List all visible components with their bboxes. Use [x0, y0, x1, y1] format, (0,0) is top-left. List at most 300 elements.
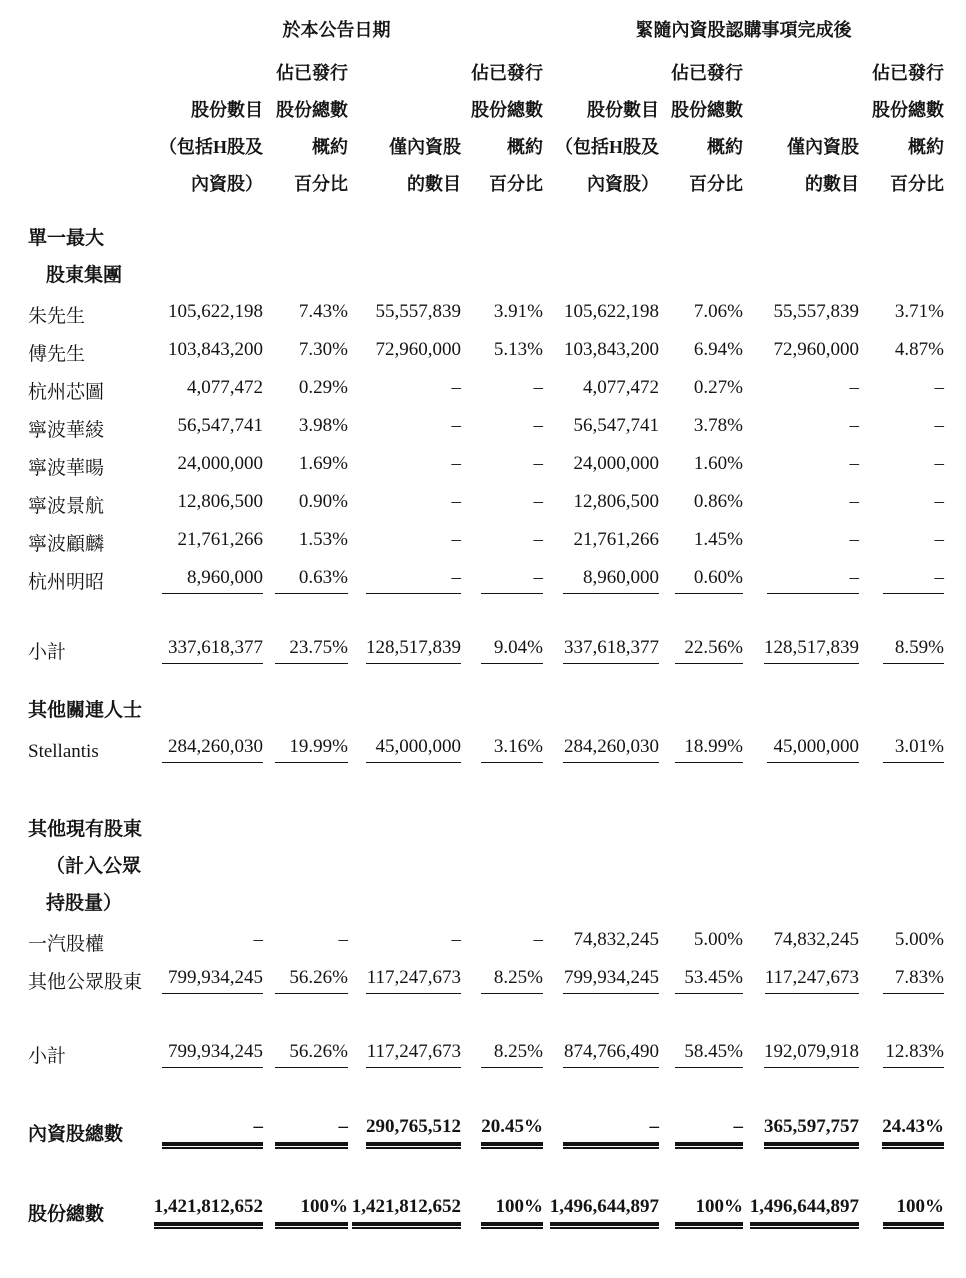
group-header-row	[0, 6, 944, 48]
value-cell	[859, 332, 944, 370]
cell-value: 6.94%	[693, 339, 743, 360]
cell-value: 8,960,000	[563, 566, 659, 594]
cell-value: 0.29%	[298, 377, 348, 398]
cell-value: –	[338, 929, 348, 950]
cell-value: 56,547,741	[573, 415, 659, 436]
value-cell	[263, 1150, 348, 1230]
cell-value: 8.25%	[481, 1040, 543, 1068]
value-cell	[263, 522, 348, 560]
group-header-as-of-announcement-date: 於本公告日期	[282, 20, 391, 40]
cell-value: 56.26%	[275, 966, 348, 994]
cell-value: 103,843,200	[564, 339, 659, 360]
total-value: 365,597,757	[764, 1115, 859, 1146]
total-value: –	[162, 1115, 263, 1146]
cell-value: –	[451, 415, 461, 436]
cell-value: –	[451, 529, 461, 550]
cell-value: 12,806,500	[573, 491, 659, 512]
cell-value: –	[533, 453, 543, 474]
column-header-cell: 概約	[707, 137, 743, 157]
value-cell	[348, 922, 461, 960]
cell-value: 24,000,000	[177, 453, 263, 474]
cell-value: –	[533, 929, 543, 950]
value-cell	[743, 960, 859, 998]
value-cell	[859, 560, 944, 598]
value-cell	[348, 332, 461, 370]
row-label: 其他公眾股東	[28, 972, 143, 993]
column-header-cell: 百分比	[890, 174, 944, 194]
cell-value: 105,622,198	[168, 301, 263, 322]
cell-value: –	[934, 529, 944, 550]
value-cell	[348, 598, 461, 668]
table-row	[0, 522, 944, 560]
value-cell	[461, 484, 543, 522]
column-header-cell: 股份數目	[587, 100, 659, 120]
cell-value: 0.60%	[675, 566, 743, 594]
value-cell	[461, 922, 543, 960]
column-header-cell: 僅內資股	[787, 137, 859, 157]
value-cell	[659, 729, 743, 767]
cell-value: 799,934,245	[162, 1040, 263, 1068]
total-value: 1,496,644,897	[750, 1195, 859, 1226]
cell-value: 3.98%	[298, 415, 348, 436]
table-row	[0, 729, 944, 767]
cell-value: 1.69%	[298, 453, 348, 474]
column-header-cell: 佔已發行	[872, 63, 944, 83]
section-header-row	[0, 196, 944, 294]
value-cell	[348, 522, 461, 560]
cell-value: 72,960,000	[375, 339, 461, 360]
table-body	[0, 196, 944, 1230]
value-cell	[659, 960, 743, 998]
value-cell	[348, 960, 461, 998]
value-cell	[263, 998, 348, 1072]
cell-value: –	[533, 491, 543, 512]
value-cell	[263, 922, 348, 960]
cell-value: 0.86%	[693, 491, 743, 512]
column-header-cell: 股份總數	[471, 100, 543, 120]
cell-value: 0.90%	[298, 491, 348, 512]
value-cell	[543, 1072, 659, 1150]
value-cell	[659, 598, 743, 668]
column-header-cell: 概約	[507, 137, 543, 157]
column-header-cell: （包括H股及	[554, 137, 659, 157]
value-cell	[543, 998, 659, 1072]
value-cell	[461, 560, 543, 598]
section-label: （計入公眾	[46, 856, 142, 877]
row-label: 杭州明昭	[28, 572, 105, 593]
cell-value: 4,077,472	[583, 377, 659, 398]
value-cell	[461, 729, 543, 767]
value-cell	[263, 729, 348, 767]
column-header-cell: 股份數目	[191, 100, 263, 120]
value-cell	[130, 446, 263, 484]
cell-value: 337,618,377	[563, 636, 659, 664]
value-cell	[348, 370, 461, 408]
row-label: 一汽股權	[28, 934, 105, 955]
cell-value: –	[934, 491, 944, 512]
value-cell	[859, 598, 944, 668]
table-row	[0, 922, 944, 960]
column-header-cell	[348, 85, 461, 122]
value-cell	[859, 1150, 944, 1230]
value-cell	[130, 922, 263, 960]
cell-value: 74,832,245	[773, 929, 859, 950]
table-header	[0, 6, 944, 196]
cell-value: –	[533, 529, 543, 550]
value-cell	[543, 484, 659, 522]
cell-value: 128,517,839	[764, 636, 859, 664]
row-label: 小計	[28, 642, 67, 663]
value-cell	[659, 294, 743, 332]
table-row	[0, 370, 944, 408]
section-header-cell	[0, 767, 944, 922]
cell-value: 56,547,741	[177, 415, 263, 436]
group-header-after-domestic-share-subscription: 緊隨內資股認購事項完成後	[635, 20, 852, 40]
value-cell	[743, 1150, 859, 1230]
cell-value: 72,960,000	[773, 339, 859, 360]
value-cell	[859, 294, 944, 332]
cell-value: –	[934, 377, 944, 398]
cell-value: 1.45%	[693, 529, 743, 550]
value-cell	[659, 998, 743, 1072]
total-value: 24.43%	[882, 1115, 944, 1146]
cell-value: 7.83%	[883, 966, 944, 994]
value-cell	[348, 560, 461, 598]
cell-value: 55,557,839	[773, 301, 859, 322]
cell-value: –	[533, 377, 543, 398]
cell-value: 74,832,245	[573, 929, 659, 950]
value-cell	[348, 294, 461, 332]
cell-value: 3.01%	[883, 735, 944, 763]
value-cell	[743, 370, 859, 408]
value-cell	[461, 1150, 543, 1230]
value-cell	[859, 370, 944, 408]
value-cell	[659, 332, 743, 370]
value-cell	[263, 598, 348, 668]
cell-value: 53.45%	[675, 966, 743, 994]
cell-value: 103,843,200	[168, 339, 263, 360]
total-value: 100%	[275, 1195, 348, 1226]
value-cell	[263, 370, 348, 408]
cell-value: 12,806,500	[177, 491, 263, 512]
cell-value: –	[451, 929, 461, 950]
column-header-cell: 百分比	[489, 174, 543, 194]
cell-value: –	[767, 566, 859, 594]
value-cell	[859, 446, 944, 484]
cell-value: 117,247,673	[765, 966, 859, 994]
column-header-cell: 百分比	[689, 174, 743, 194]
cell-value: –	[849, 415, 859, 436]
cell-value: –	[451, 453, 461, 474]
cell-value: 8.25%	[481, 966, 543, 994]
table-row	[0, 332, 944, 370]
value-cell	[659, 370, 743, 408]
value-cell	[659, 408, 743, 446]
value-cell	[461, 294, 543, 332]
section-label: 股東集團	[46, 265, 123, 286]
row-label: 寧波景航	[28, 496, 105, 517]
column-header-cell: 股份總數	[671, 100, 743, 120]
value-cell	[543, 332, 659, 370]
table-row	[0, 998, 944, 1072]
table-row	[0, 446, 944, 484]
cell-value: 24,000,000	[573, 453, 659, 474]
value-cell	[263, 294, 348, 332]
value-cell	[348, 729, 461, 767]
value-cell	[130, 998, 263, 1072]
column-header-cell	[0, 159, 130, 196]
column-header-cell: （包括H股及	[158, 137, 263, 157]
row-label: 內資股總數	[28, 1124, 124, 1145]
cell-value: –	[849, 453, 859, 474]
value-cell	[859, 960, 944, 998]
cell-value: 5.00%	[894, 929, 944, 950]
value-cell	[543, 522, 659, 560]
total-value: –	[563, 1115, 659, 1146]
value-cell	[348, 484, 461, 522]
cell-value: 874,766,490	[563, 1040, 659, 1068]
section-label: 單一最大	[28, 228, 105, 249]
value-cell	[348, 998, 461, 1072]
table-row	[0, 408, 944, 446]
value-cell	[130, 729, 263, 767]
cell-value: –	[253, 929, 263, 950]
column-header-cell: 的數目	[805, 174, 859, 194]
cell-value: 7.43%	[298, 301, 348, 322]
value-cell	[130, 960, 263, 998]
value-cell	[743, 484, 859, 522]
cell-value: –	[366, 566, 461, 594]
row-label: 寧波顧麟	[28, 534, 105, 555]
value-cell	[543, 1150, 659, 1230]
cell-value: 9.04%	[481, 636, 543, 664]
column-header-line-1	[0, 48, 944, 85]
value-cell	[743, 446, 859, 484]
total-value: 100%	[675, 1195, 743, 1226]
value-cell	[859, 484, 944, 522]
column-header-cell	[743, 48, 859, 85]
value-cell	[461, 598, 543, 668]
row-label: 傅先生	[28, 344, 86, 365]
cell-value: –	[451, 491, 461, 512]
value-cell	[130, 408, 263, 446]
value-cell	[659, 560, 743, 598]
cell-value: 5.00%	[693, 929, 743, 950]
row-label: Stellantis	[28, 741, 99, 762]
value-cell	[461, 408, 543, 446]
cell-value: 56.26%	[275, 1040, 348, 1068]
cell-value: 3.71%	[894, 301, 944, 322]
value-cell	[263, 960, 348, 998]
value-cell	[743, 408, 859, 446]
cell-value: –	[849, 529, 859, 550]
cell-value: 19.99%	[275, 735, 348, 763]
cell-value: 128,517,839	[366, 636, 461, 664]
value-cell	[659, 446, 743, 484]
value-cell	[743, 998, 859, 1072]
cell-value: 21,761,266	[573, 529, 659, 550]
value-cell	[543, 370, 659, 408]
value-cell	[348, 1072, 461, 1150]
value-cell	[543, 408, 659, 446]
cell-value: 4,077,472	[187, 377, 263, 398]
cell-value: 45,000,000	[366, 735, 461, 763]
value-cell	[543, 294, 659, 332]
value-cell	[859, 522, 944, 560]
cell-value: 7.30%	[298, 339, 348, 360]
cell-value: 799,934,245	[162, 966, 263, 994]
value-cell	[130, 294, 263, 332]
value-cell	[263, 332, 348, 370]
row-label: 朱先生	[28, 306, 86, 327]
cell-value: 18.99%	[675, 735, 743, 763]
table-row	[0, 294, 944, 332]
value-cell	[461, 998, 543, 1072]
cell-value: 0.27%	[693, 377, 743, 398]
column-header-cell: 百分比	[294, 174, 348, 194]
group-header-spacer	[0, 6, 130, 48]
value-cell	[743, 598, 859, 668]
value-cell	[659, 1150, 743, 1230]
value-cell	[461, 522, 543, 560]
cell-value: 4.87%	[894, 339, 944, 360]
value-cell	[461, 446, 543, 484]
total-value: 1,421,812,652	[154, 1195, 263, 1226]
value-cell	[263, 408, 348, 446]
value-cell	[130, 484, 263, 522]
value-cell	[859, 729, 944, 767]
total-value: 100%	[883, 1195, 944, 1226]
cell-value: 3.16%	[481, 735, 543, 763]
value-cell	[743, 294, 859, 332]
column-header-cell: 概約	[312, 137, 348, 157]
column-header-cell: 的數目	[407, 174, 461, 194]
cell-value: 12.83%	[883, 1040, 944, 1068]
value-cell	[859, 1072, 944, 1150]
value-cell	[461, 332, 543, 370]
value-cell	[743, 1072, 859, 1150]
value-cell	[461, 1072, 543, 1150]
value-cell	[348, 1150, 461, 1230]
shareholding-table	[0, 6, 944, 1230]
column-header-cell: 佔已發行	[276, 63, 348, 83]
column-header-cell	[0, 122, 130, 159]
value-cell	[348, 408, 461, 446]
column-header-cell: 內資股）	[587, 174, 659, 194]
value-cell	[130, 1150, 263, 1230]
value-cell	[130, 370, 263, 408]
cell-value: –	[934, 415, 944, 436]
cell-value: 117,247,673	[366, 1040, 461, 1068]
row-label: 寧波華暘	[28, 458, 105, 479]
column-header-cell: 股份總數	[276, 100, 348, 120]
column-header-line-4	[0, 159, 944, 196]
column-header-cell: 佔已發行	[671, 63, 743, 83]
value-cell	[543, 560, 659, 598]
cell-value: 3.91%	[493, 301, 543, 322]
total-value: 20.45%	[481, 1115, 543, 1146]
row-label: 小計	[28, 1046, 67, 1067]
total-value: 290,765,512	[366, 1115, 461, 1146]
value-cell	[659, 522, 743, 560]
row-label: 寧波華綾	[28, 420, 105, 441]
cell-value: 0.63%	[275, 566, 348, 594]
value-cell	[130, 522, 263, 560]
value-cell	[743, 560, 859, 598]
value-cell	[543, 922, 659, 960]
cell-value: 192,079,918	[764, 1040, 859, 1068]
cell-value: 21,761,266	[177, 529, 263, 550]
section-label: 其他現有股東	[28, 819, 143, 840]
total-value: 100%	[481, 1195, 543, 1226]
value-cell	[743, 332, 859, 370]
cell-value: 45,000,000	[767, 735, 859, 763]
value-cell	[859, 998, 944, 1072]
value-cell	[263, 446, 348, 484]
value-cell	[130, 332, 263, 370]
row-label: 股份總數	[28, 1204, 105, 1225]
column-header-cell	[0, 48, 130, 85]
column-header-cell: 概約	[908, 137, 944, 157]
column-header-cell	[0, 85, 130, 122]
column-header-cell: 佔已發行	[471, 63, 543, 83]
column-header-cell	[543, 48, 659, 85]
cell-value: –	[533, 415, 543, 436]
section-label: 持股量）	[46, 893, 123, 914]
cell-value: –	[451, 377, 461, 398]
value-cell	[859, 922, 944, 960]
cell-value: 799,934,245	[563, 966, 659, 994]
value-cell	[543, 446, 659, 484]
cell-value: 3.78%	[693, 415, 743, 436]
cell-value: –	[849, 377, 859, 398]
value-cell	[659, 484, 743, 522]
value-cell	[130, 598, 263, 668]
cell-value: 8.59%	[883, 636, 944, 664]
cell-value: 105,622,198	[564, 301, 659, 322]
section-label: 其他關連人士	[28, 700, 143, 721]
cell-value: 7.06%	[693, 301, 743, 322]
column-header-cell: 僅內資股	[389, 137, 461, 157]
section-header-row	[0, 668, 944, 729]
value-cell	[659, 1072, 743, 1150]
cell-value: 1.60%	[693, 453, 743, 474]
value-cell	[461, 960, 543, 998]
total-value: 1,421,812,652	[352, 1195, 461, 1226]
cell-value: 8,960,000	[162, 566, 263, 594]
column-header-cell	[743, 85, 859, 122]
cell-value: –	[883, 566, 944, 594]
cell-value: 23.75%	[275, 636, 348, 664]
value-cell	[859, 408, 944, 446]
table-row	[0, 560, 944, 598]
cell-value: –	[934, 453, 944, 474]
value-cell	[543, 729, 659, 767]
column-header-cell	[130, 48, 263, 85]
value-cell	[543, 960, 659, 998]
cell-value: 284,260,030	[162, 735, 263, 763]
total-value: –	[275, 1115, 348, 1146]
value-cell	[130, 1072, 263, 1150]
cell-value: 58.45%	[675, 1040, 743, 1068]
column-header-line-2	[0, 85, 944, 122]
row-label: 杭州芯圖	[28, 382, 105, 403]
value-cell	[130, 560, 263, 598]
cell-value: 337,618,377	[162, 636, 263, 664]
section-header-row	[0, 767, 944, 922]
value-cell	[263, 1072, 348, 1150]
column-header-cell	[348, 48, 461, 85]
